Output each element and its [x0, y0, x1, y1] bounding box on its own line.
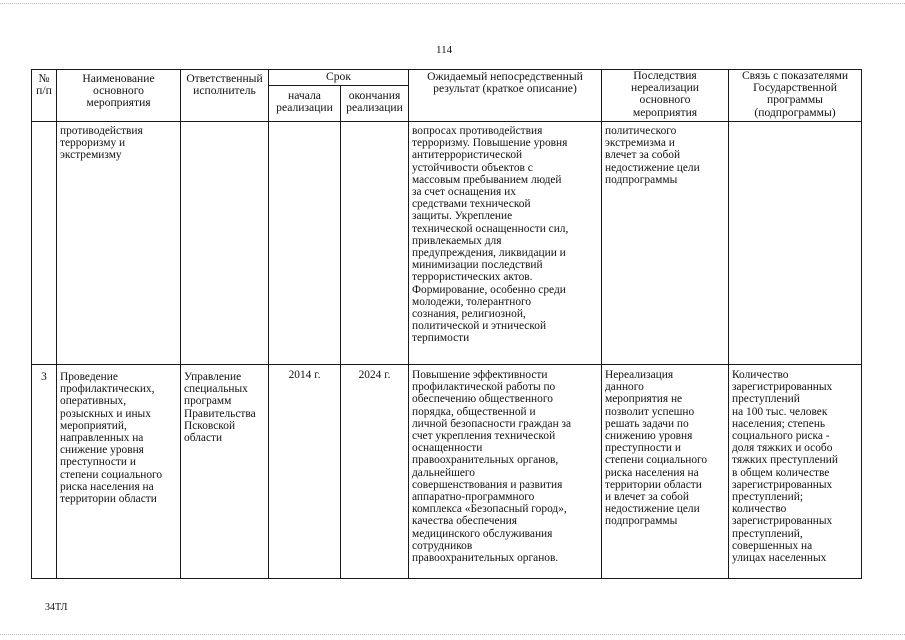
cont-consequences-cell: политического экстремизма и влечет за собой недостижение цели подпрограммы — [605, 125, 700, 186]
header-result: Ожидаемый непосредственный результат (краткое описание) — [427, 70, 583, 96]
scan-top-edge — [0, 3, 905, 4]
table-right-border — [861, 69, 862, 579]
header-consequences: Последствия нереализации основного мероприятия — [630, 69, 699, 119]
table-left-border — [31, 69, 32, 579]
row3-end: 2024 г. — [358, 369, 391, 381]
header-name: Наименование основного мероприятия — [82, 72, 155, 110]
table-bottom-border — [31, 578, 862, 579]
header-indicators: Связь с показателями Государственной программы (подпрограммы) — [741, 69, 849, 119]
col-rule-7 — [728, 69, 729, 579]
header-bottom-rule — [31, 121, 862, 122]
row-separator — [31, 364, 862, 365]
cont-name-cell: противодействия терроризму и экстремизму — [60, 125, 143, 162]
row3-result: Повышение эффективности профилактической работы по обеспечению общественного порядка, общественной и личной безопасности граждан за счет укрепления технической оснащенности правоохранительных органов, дальнейшего совершенствования и развития аппаратно-программного комплекса «Безопасный город», качества обеспечения медицинского обслуживания сотрудников правоохранительных органов. — [412, 369, 572, 565]
page-number: 114 — [436, 44, 453, 56]
header-start: начала реализации — [276, 89, 333, 115]
col-rule-4 — [340, 85, 341, 579]
scan-bottom-edge — [0, 634, 905, 635]
row3-name: Проведение профилактических, оперативных, розыскных и иных мероприятий, направленных на снижение уровня преступности и степени социального риска населения на территории области — [60, 371, 163, 506]
footer-code: 34ТЛ — [45, 602, 68, 613]
header-end: окончания реализации — [346, 89, 403, 115]
col-rule-3 — [268, 69, 269, 579]
col-rule-5 — [408, 69, 409, 579]
header-responsible: Ответственный исполнитель — [186, 72, 263, 98]
row3-indicators: Количество зарегистрированных преступлений на 100 тыс. человек населения; степень социального риска - доля тяжких и особо тяжких преступлений в общем количестве зарегистрированных преступлений; количество зарегистрированных преступлений, совершенных на улицах населенных — [732, 369, 838, 565]
term-subheader-rule — [268, 85, 408, 86]
measures-table — [31, 69, 862, 579]
col-rule-1 — [56, 69, 57, 579]
col-rule-2 — [180, 69, 181, 579]
cont-result-cell: вопросах противодействия терроризму. Повышение уровня антитеррористической устойчивости объектов с массовым пребыванием людей за счет оснащения их средствами технической защиты. Укрепление технической оснащенности сил, привлекаемых для предупреждения, ликвидации и минимизации последствий террористических актов. Формирование, особенно среди молодежи, толерантного сознания, религиозной, политической и этнической терпимости — [412, 125, 569, 345]
row3-consequences: Нереализация данного мероприятия не позволит успешно решать задачи по снижению уровня преступности и степени социального риска населения на территории области и влечет за собой недостижение цели подпрограммы — [605, 369, 708, 528]
row3-start: 2014 г. — [288, 369, 321, 381]
header-no: № п/п — [36, 72, 52, 98]
col-rule-6 — [601, 69, 602, 579]
row3-no: 3 — [41, 371, 47, 383]
header-term: Срок — [326, 70, 351, 83]
row3-responsible: Управление специальных программ Правительства Псковской области — [184, 371, 256, 445]
